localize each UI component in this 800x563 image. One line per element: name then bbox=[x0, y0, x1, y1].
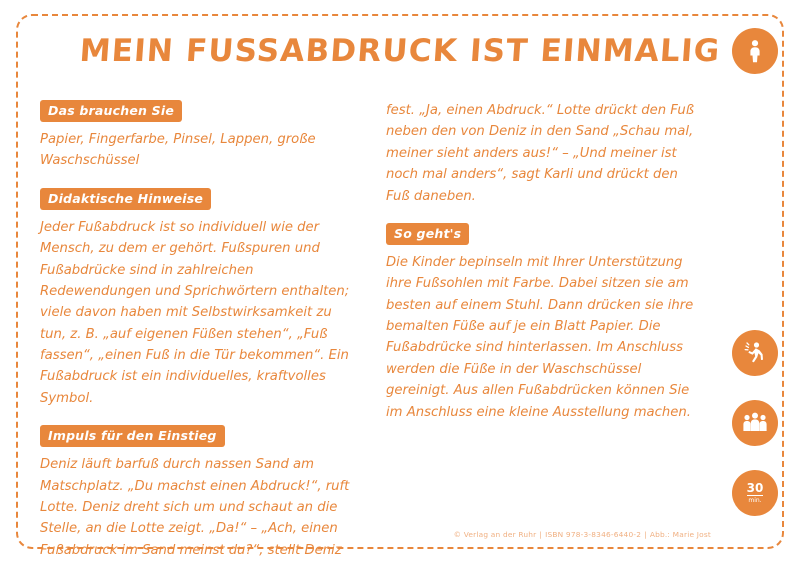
footer-credits: © Verlag an der Ruhr | ISBN 978-3-8346-6440-2 | Abb.: Marie Jost bbox=[453, 530, 711, 539]
section-label: So geht's bbox=[386, 223, 469, 245]
footer-credit: Abb.: Marie Jost bbox=[649, 530, 711, 539]
section-impulse bbox=[40, 425, 350, 561]
duration-value: 30 bbox=[746, 481, 764, 495]
single-person-icon bbox=[732, 28, 778, 74]
group-icon bbox=[732, 400, 778, 446]
page-title: MEIN FUSSABDRUCK IST EINMALIG bbox=[78, 33, 722, 69]
section-label: Didaktische Hinweise bbox=[40, 188, 211, 210]
footer-isbn: ISBN 978-3-8346-6440-2 bbox=[545, 530, 642, 539]
duration-badge bbox=[732, 470, 778, 516]
section-didactic bbox=[40, 188, 350, 409]
section-label: Das brauchen Sie bbox=[40, 100, 182, 122]
section-label: Impuls für den Einstieg bbox=[40, 425, 225, 447]
footer-copyright: © Verlag an der Ruhr bbox=[453, 530, 537, 539]
section-text: Die Kinder bepinseln mit Ihrer Unterstützung ihre Fußsohlen mit Farbe. Dabei sitzen sie am besten auf einem Stuhl. Dann drücken sie ihre bemalten Füße auf je ein Blatt Papier. Die Fußabdrücke sind hinterlassen. Im Anschluss werden die Füße in der Waschschüssel gereinigt. Aus allen Fußabdrücken können Sie im Anschluss eine kleine Ausstellung machen. bbox=[386, 254, 694, 420]
section-materials bbox=[40, 100, 350, 172]
section-instructions bbox=[386, 223, 696, 423]
left-column bbox=[40, 100, 350, 558]
duration-unit: min. bbox=[748, 497, 762, 504]
section-text: fest. „Ja, einen Abdruck.“ Lotte drückt den Fuß neben den von Deniz in den Sand „Schau mal, meiner sieht anders aus!“ – „Und meiner ist noch mal anders“, sagt Karli und drückt den Fuß daneben. bbox=[386, 103, 695, 204]
section-text: Papier, Fingerfarbe, Pinsel, Lappen, große Waschschüssel bbox=[40, 132, 316, 169]
movement-icon bbox=[732, 330, 778, 376]
section-text: Deniz läuft barfuß durch nassen Sand am Matschplatz. „Du machst einen Abdruck!“, ruft Lotte. Deniz dreht sich um und schaut an die Stelle, an die Lotte zeigt. „Da!“ – „Ach, einen Fußabdruck im Sand meinst du?“, stellt Deniz bbox=[40, 457, 350, 558]
right-column bbox=[386, 100, 696, 520]
section-impulse-continued bbox=[386, 100, 696, 207]
section-text: Jeder Fußabdruck ist so individuell wie der Mensch, zu dem er gehört. Fußspuren und Fußabdrücke sind in zahlreichen Redewendungen und Sprichwörtern enthalten; viele davon haben mit Selbstwirksamkeit zu tun, z. B. „auf eigenen Füßen stehen“, „Fuß fassen“, „einen Fuß in die Tür bekommen“. Ein Fußabdruck ist ein individuelles, kraftvolles Symbol. bbox=[40, 219, 350, 406]
